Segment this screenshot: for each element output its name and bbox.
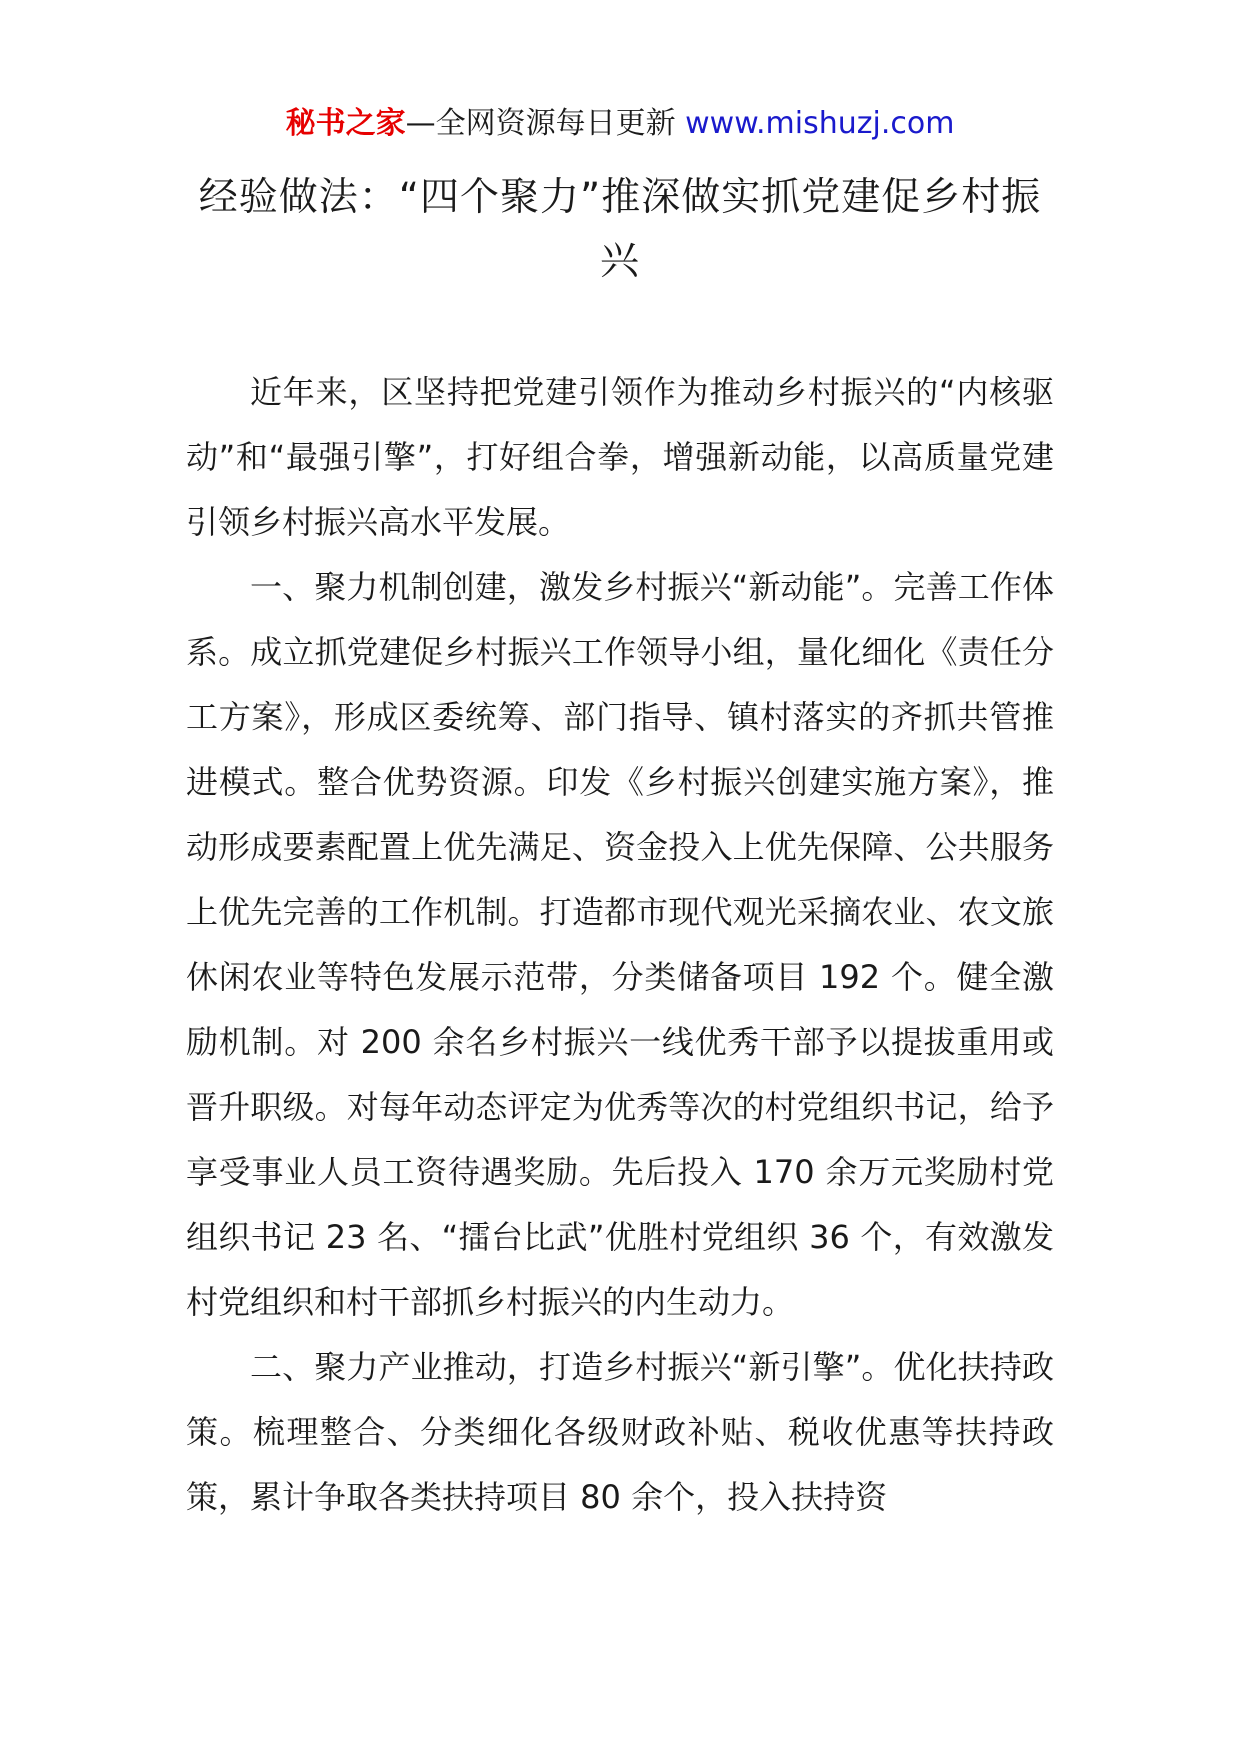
paragraph-section-1: 一、聚力机制创建，激发乡村振兴“新动能”。完善工作体系。成立抓党建促乡村振兴工作领导小组，量化细化《责任分工方案》，形成区委统筹、部门指导、镇村落实的齐抓共管推进模式。整合优势资源。印发《乡村振兴创建实施方案》，推动形成要素配置上优先满足、资金投入上优先保障、公共服务上优先完善的工作机制。打造都市现代观光采摘农业、农文旅休闲农业等特色发展示范带，分类储备项目 192 个。健全激励机制。对 200 余名乡村振兴一线优秀干部予以提拔重用或晋升职级。对每年动态评定为优秀等次的村党组织书记，给予享受事业人员工资待遇奖励。先后投入 170 余万元奖励村党组织书记 23 名、“擂台比武”优胜村党组织 36 个，有效激发村党组织和村干部抓乡村振兴的内生动力。 [186, 568, 1054, 1321]
header-tagline: —全网资源每日更新 [405, 106, 676, 141]
document-body [186, 360, 1054, 1530]
paragraph-section-2: 二、聚力产业推动，打造乡村振兴“新引擎”。优化扶持政策。梳理整合、分类细化各级财政补贴、税收优惠等扶持政策，累计争取各类扶持项目 80 余个，投入扶持资 [186, 1348, 1054, 1516]
paragraph-intro: 近年来，区坚持把党建引领作为推动乡村振兴的“内核驱动”和“最强引擎”，打好组合拳，增强新动能，以高质量党建引领乡村振兴高水平发展。 [186, 373, 1054, 541]
site-url-link[interactable]: www.mishuzj.com [685, 106, 955, 141]
site-header [0, 104, 1240, 144]
brand-name: 秘书之家 [285, 106, 406, 141]
document-title: 经验做法：“四个聚力”推深做实抓党建促乡村振兴 [198, 175, 1042, 284]
